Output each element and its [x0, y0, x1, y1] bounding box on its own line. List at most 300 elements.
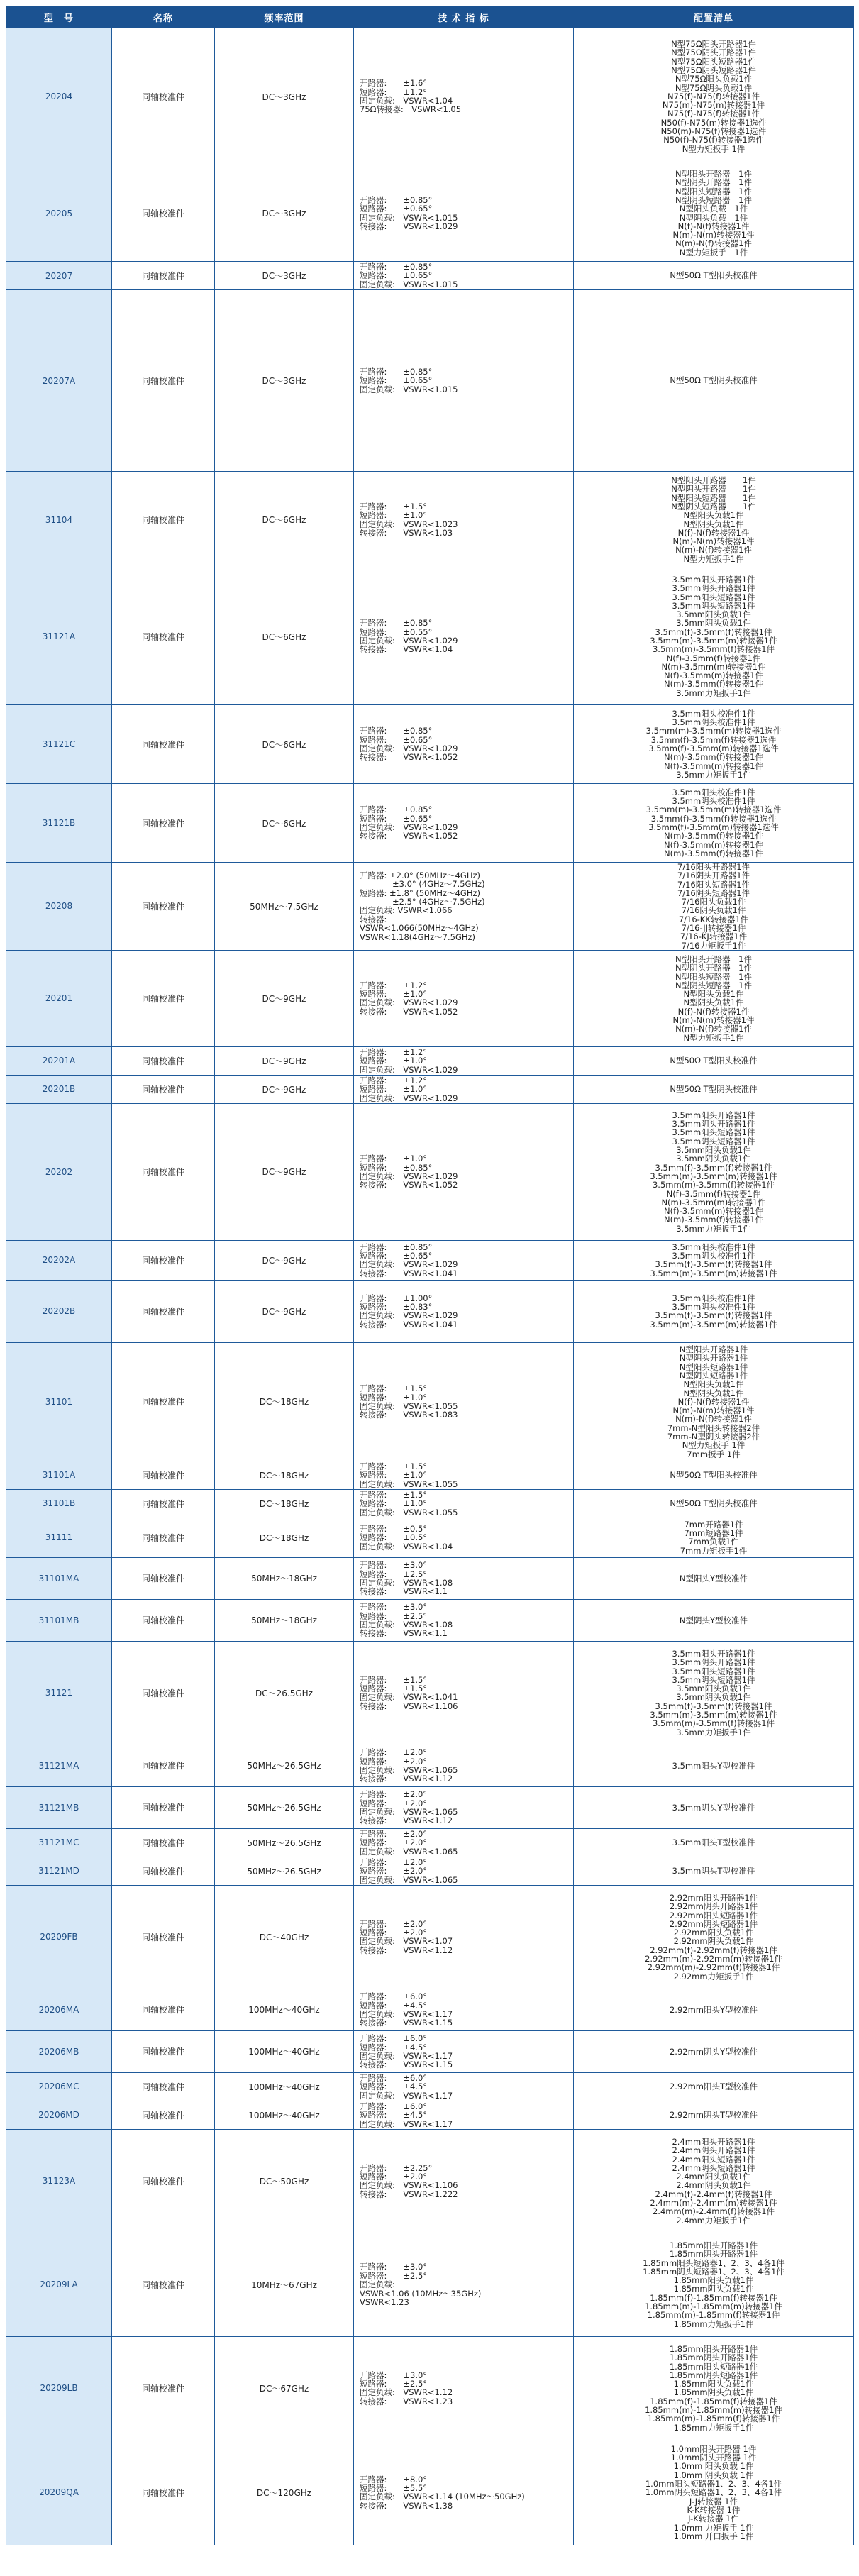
spec-line: VSWR<1.18(4GHz～7.5GHz) — [360, 932, 476, 942]
config-item: 3.5mm阳头负载1件 — [676, 609, 751, 620]
config-item: 3.5mm阴头开路器1件 — [672, 1119, 755, 1129]
table-row — [6, 2030, 854, 2072]
spec-line: 短路器: ±1.0° — [360, 1392, 428, 1403]
spec-line: 短路器: ±2.0° — [360, 2172, 428, 2182]
name-cell: 同轴校准件 — [112, 28, 215, 165]
config-item: 3.5mm力矩扳手1件 — [676, 1223, 751, 1234]
frequency-cell: DC～9GHz — [215, 1046, 354, 1075]
spec-cell — [354, 1342, 574, 1461]
name-cell: 同轴校准件 — [112, 2101, 215, 2129]
config-item: 2.92mm阳头短路器1件 — [669, 1910, 758, 1920]
frequency-cell: DC～9GHz — [215, 1075, 354, 1103]
spec-line: 转接器: VSWR<1.029 — [360, 221, 458, 231]
spec-line: 短路器: ±2.0° — [360, 1866, 428, 1876]
config-item: 7/16阴头开路器1件 — [677, 870, 750, 881]
config-list-cell — [574, 1885, 854, 1989]
spec-line: 短路器: ±0.65° — [360, 813, 433, 824]
config-item: 1.85mm(m)-1.85mm(f)转接器1件 — [647, 2310, 780, 2321]
header-configuration-list: 配置清单 — [574, 6, 854, 28]
table-row — [6, 784, 854, 863]
spec-line: 开路器: ±1.0° — [360, 1154, 428, 1164]
config-item: 3.5mm阳头校准件1件 — [672, 1242, 755, 1252]
config-item: N型阳头负载 1件 — [679, 204, 748, 214]
config-list-cell — [574, 1075, 854, 1103]
spec-line: 开路器: ±2.0° — [360, 1857, 428, 1867]
frequency-cell: 50MHz～26.5GHz — [215, 1828, 354, 1857]
frequency-cell: DC～3GHz — [215, 165, 354, 262]
config-item: N(f)-N(f)转接器1件 — [677, 221, 750, 231]
config-list-cell — [574, 1518, 854, 1557]
config-item: 3.5mm(m)-3.5mm(m)转接器1选件 — [645, 726, 782, 736]
name-cell: 同轴校准件 — [112, 2440, 215, 2545]
table-row — [6, 863, 854, 951]
config-item: N型50Ω T型阴头校准件 — [670, 375, 758, 386]
config-item: N(m)-N(f)转接器1件 — [675, 1414, 752, 1425]
model-cell: 20207A — [6, 290, 112, 472]
config-item: N(m)-3.5mm(m)转接器1件 — [661, 661, 766, 672]
config-item: 2.92mm阴头短路器1件 — [669, 1918, 758, 1929]
config-item: N型阳头开路器 1件 — [671, 475, 756, 486]
spec-line: 开路器: ±6.0° — [360, 1991, 428, 2002]
config-item: 3.5mm(f)-3.5mm(m)转接器1选件 — [648, 822, 779, 832]
frequency-cell: 50MHz～26.5GHz — [215, 1786, 354, 1828]
spec-line: 短路器: ±2.5° — [360, 1610, 428, 1621]
config-item: 3.5mm(f)-3.5mm(f)转接器1件 — [655, 1259, 772, 1270]
config-item: J-J转接器 1件 — [689, 2496, 738, 2506]
config-item: 2.4mm阴头短路器1件 — [672, 2162, 755, 2173]
config-item: 1.85mm(f)-1.85mm(f)转接器1件 — [650, 2292, 777, 2303]
header-name: 名称 — [112, 6, 215, 28]
config-item: 1.0mm阳头开路器 1件 — [670, 2443, 757, 2454]
config-item: 3.5mm(m)-3.5mm(m)转接器1选件 — [645, 805, 782, 815]
frequency-cell: DC～18GHz — [215, 1518, 354, 1557]
spec-line: 转接器: VSWR<1.041 — [360, 1268, 458, 1278]
config-item: 7/16阳头短路器1件 — [677, 879, 750, 890]
name-cell: 同轴校准件 — [112, 568, 215, 705]
config-item: 1.85mm阳头短路器1、2、3、4各1件 — [643, 2257, 785, 2268]
frequency-cell: 50MHz～18GHz — [215, 1599, 354, 1641]
spec-cell — [354, 2101, 574, 2129]
config-item: 3.5mm(m)-3.5mm(m)转接器1件 — [650, 1710, 777, 1720]
config-item: N型阳头开路器1件 — [679, 1344, 748, 1355]
model-cell: 31111 — [6, 1518, 112, 1557]
config-item: N型力矩扳手 1件 — [679, 247, 748, 258]
spec-line: 固定负载: VSWR<1.015 — [360, 212, 458, 223]
spec-line: 固定负载: VSWR<1.029 — [360, 636, 458, 646]
spec-line: 短路器: ±1.5° — [360, 1684, 428, 1694]
name-cell: 同轴校准件 — [112, 1461, 215, 1489]
spec-line: 开路器: ±6.0° — [360, 2072, 428, 2083]
spec-line: 固定负载: VSWR<1.17 — [360, 2050, 453, 2061]
spec-line: 开路器: ±3.0° — [360, 2370, 428, 2380]
config-item: N75(m)-N75(m)转接器1件 — [662, 100, 765, 111]
table-row — [6, 1075, 854, 1103]
config-item: 1.85mm阴头负载1件 — [673, 2387, 754, 2398]
config-item: N型50Ω T型阳头校准件 — [670, 1056, 758, 1066]
spec-line: 转接器: — [360, 914, 387, 924]
config-list-cell — [574, 705, 854, 784]
spec-cell — [354, 1989, 574, 2030]
frequency-cell: DC～6GHz — [215, 705, 354, 784]
config-item: 3.5mm阴头负载1件 — [676, 1154, 751, 1164]
spec-line: 固定负载: VSWR<1.17 — [360, 2090, 453, 2101]
model-cell: 20209QA — [6, 2440, 112, 2545]
config-item: 3.5mm阴头校准件1件 — [672, 796, 755, 807]
spec-cell — [354, 165, 574, 262]
spec-line: VSWR<1.06 (10MHz～35GHz) — [360, 2288, 482, 2299]
model-cell: 20201B — [6, 1075, 112, 1103]
config-item: N(f)-N(f)转接器1件 — [677, 527, 750, 538]
config-item: 3.5mm力矩扳手1件 — [676, 769, 751, 780]
config-item: 2.4mm力矩扳手1件 — [676, 2215, 751, 2226]
spec-line: 开路器: ±8.0° — [360, 2474, 428, 2484]
config-item: N型阳头负载1件 — [683, 989, 744, 1000]
config-item: N型阴头负载1件 — [683, 1388, 744, 1398]
config-item: 2.4mm阳头开路器1件 — [672, 2136, 755, 2147]
config-item: 2.4mm阳头负载1件 — [676, 2172, 751, 2182]
spec-line: 短路器: ±0.83° — [360, 1302, 433, 1312]
spec-line: 转接器: VSWR<1.12 — [360, 1945, 453, 1955]
spec-cell — [354, 863, 574, 951]
config-item: 3.5mm阳头T型校准件 — [672, 1837, 755, 1848]
config-item: 1.0mm 力矩扳手 1件 — [673, 2522, 754, 2533]
name-cell: 同轴校准件 — [112, 705, 215, 784]
spec-line: 短路器: ±0.5° — [360, 1532, 428, 1543]
config-list-cell — [574, 290, 854, 472]
config-item: J-K转接器 1件 — [688, 2514, 739, 2524]
config-item: 3.5mm阳头开路器1件 — [672, 1648, 755, 1659]
spec-line: 固定负载: VSWR<1.029 — [360, 1310, 458, 1321]
config-item: N型75Ω阳头短路器1件 — [671, 56, 756, 67]
spec-line: 开路器: ±2.0° — [360, 1789, 428, 1800]
spec-line: 固定负载: VSWR<1.04 — [360, 1541, 453, 1552]
config-item: N型阳头短路器 1件 — [675, 971, 752, 982]
config-item: N型力矩扳手1件 — [683, 553, 744, 564]
frequency-cell: 50MHz～18GHz — [215, 1557, 354, 1599]
frequency-cell: 100MHz～40GHz — [215, 2030, 354, 2072]
config-item: 1.85mm(m)-1.85mm(m)转接器1件 — [645, 2301, 782, 2312]
config-item: 3.5mm阴头负载1件 — [676, 618, 751, 629]
name-cell: 同轴校准件 — [112, 863, 215, 951]
config-item: N(f)-3.5mm(m)转接器1件 — [664, 839, 763, 850]
spec-line: 固定负载: VSWR<1.08 — [360, 1619, 453, 1630]
config-item: N型阳头开路器 1件 — [675, 169, 752, 179]
spec-line: 开路器: ±6.0° — [360, 2101, 428, 2111]
config-item: N型阴头短路器 1件 — [675, 980, 752, 990]
config-item: 1.0mm 阴头负载 1件 — [673, 2470, 754, 2480]
config-item: N50(f)-N75(f)转接器1选件 — [663, 135, 764, 145]
spec-line: 开路器: ±3.0° — [360, 2262, 428, 2272]
spec-line: 固定负载: VSWR<1.106 — [360, 2180, 458, 2191]
name-cell: 同轴校准件 — [112, 1599, 215, 1641]
table-row — [6, 1103, 854, 1240]
model-cell: 20209FB — [6, 1885, 112, 1989]
spec-line: 固定负载: VSWR<1.065 — [360, 1846, 458, 1857]
config-item: N(f)-3.5mm(m)转接器1件 — [664, 1206, 763, 1217]
config-item: 1.0mm阳头短路器1、2、3、4各1件 — [645, 2479, 782, 2489]
config-item: 2.92mm阴头负载1件 — [673, 1936, 754, 1947]
spec-cell — [354, 2440, 574, 2545]
spec-line: 转接器: VSWR<1.052 — [360, 752, 458, 763]
config-item: 1.0mm阴头短路器1、2、3、4各1件 — [645, 2487, 782, 2498]
config-list-cell — [574, 784, 854, 863]
spec-line: 转接器: VSWR<1.106 — [360, 1701, 458, 1711]
config-item: 3.5mm(f)-3.5mm(f)转接器1件 — [655, 1162, 772, 1173]
spec-cell — [354, 1857, 574, 1885]
config-item: 3.5mm阴头负载1件 — [676, 1692, 751, 1703]
frequency-cell: 50MHz～26.5GHz — [215, 1745, 354, 1786]
table-row — [6, 1461, 854, 1489]
spec-line: 固定负载: VSWR<1.12 — [360, 2387, 453, 2398]
config-item: 7/16阴头负载1件 — [681, 905, 746, 916]
config-item: 3.5mm阳头校准件1件 — [672, 1293, 755, 1303]
spec-line: 开路器: ±0.85° — [360, 1242, 433, 1252]
config-item: N型阴头短路器1件 — [679, 1370, 748, 1381]
config-item: 2.92mm阴头开路器1件 — [669, 1901, 758, 1912]
config-item: N型阴头负载1件 — [683, 997, 744, 1008]
spec-line: 短路器: ±5.5° — [360, 2483, 428, 2494]
spec-line: 短路器: ±2.0° — [360, 1798, 428, 1808]
table-row — [6, 1557, 854, 1599]
spec-cell — [354, 705, 574, 784]
config-item: N(f)-3.5mm(m)转接器1件 — [664, 670, 763, 681]
config-item: 2.4mm阴头开路器1件 — [672, 2145, 755, 2156]
frequency-cell: DC～120GHz — [215, 2440, 354, 2545]
spec-line: 固定负载: VSWR<1.065 — [360, 1806, 458, 1817]
model-cell: 31101MA — [6, 1557, 112, 1599]
config-list-cell — [574, 1461, 854, 1489]
frequency-cell: DC～50GHz — [215, 2129, 354, 2233]
frequency-cell: DC～3GHz — [215, 28, 354, 165]
config-item: 3.5mm阴头开路器1件 — [672, 1657, 755, 1668]
config-item: 7/16阳头负载1件 — [681, 897, 746, 907]
spec-line: 短路器: ±0.65° — [360, 270, 433, 281]
table-row — [6, 1885, 854, 1989]
spec-line: 短路器: ±1.8° (50MHz～4GHz) — [360, 888, 480, 898]
spec-line: 转接器: VSWR<1.04 — [360, 644, 453, 655]
config-item: 2.4mm(m)-2.4mm(m)转接器1件 — [650, 2198, 777, 2209]
config-item: N(m)-3.5mm(m)转接器1件 — [661, 1197, 766, 1207]
table-row — [6, 28, 854, 165]
spec-line: 固定负载: VSWR<1.015 — [360, 384, 458, 394]
spec-line: VSWR<1.23 — [360, 2297, 409, 2308]
config-item: 2.92mm(m)-2.92mm(m)转接器1件 — [645, 1954, 782, 1964]
model-cell: 31121C — [6, 705, 112, 784]
config-item: 3.5mm阳头短路器1件 — [672, 592, 755, 602]
config-item: N型阴头开路器 1件 — [671, 484, 756, 494]
spec-line: 短路器: ±4.5° — [360, 2110, 428, 2121]
spec-cell — [354, 1518, 574, 1557]
name-cell: 同轴校准件 — [112, 1857, 215, 1885]
frequency-cell: 10MHz～67GHz — [215, 2233, 354, 2336]
config-item: 3.5mm阳头负载1件 — [676, 1684, 751, 1694]
spec-line: 短路器: ±0.65° — [360, 734, 433, 745]
spec-line: 短路器: ±1.0° — [360, 1056, 428, 1066]
spec-cell — [354, 1280, 574, 1342]
frequency-cell: 100MHz～40GHz — [215, 2072, 354, 2101]
spec-cell — [354, 1103, 574, 1240]
config-item: 1.85mm阳头负载1件 — [673, 2379, 754, 2389]
config-item: 2.92mm(f)-2.92mm(f)转接器1件 — [650, 1945, 777, 1955]
model-cell: 31123A — [6, 2129, 112, 2233]
spec-line: 开路器: ±1.5° — [360, 1461, 428, 1471]
spec-line: 开路器: ±2.25° — [360, 2162, 433, 2173]
spec-line: 固定负载: VSWR<1.17 — [360, 2118, 453, 2129]
name-cell: 同轴校准件 — [112, 2233, 215, 2336]
spec-line: 转接器: VSWR<1.38 — [360, 2500, 453, 2511]
spec-line: 开路器: ±3.0° — [360, 1602, 428, 1613]
config-item: N(m)-N(m)转接器1件 — [672, 536, 755, 547]
spec-cell — [354, 1599, 574, 1641]
config-item: 3.5mm力矩扳手1件 — [676, 687, 751, 698]
table-row — [6, 1342, 854, 1461]
spec-line: 固定负载: VSWR<1.029 — [360, 743, 458, 753]
config-item: N型阳头负载1件 — [683, 510, 744, 521]
config-item: 3.5mm阳头短路器1件 — [672, 1127, 755, 1138]
config-list-cell — [574, 1786, 854, 1828]
config-item: 7mm-N型阴头转接器2件 — [667, 1432, 760, 1442]
table-body — [6, 28, 854, 2545]
config-item: 1.85mm力矩扳手1件 — [673, 2318, 754, 2329]
spec-cell — [354, 568, 574, 705]
config-item: 1.85mm阳头开路器1件 — [669, 2343, 758, 2354]
spec-line: 短路器: ±2.0° — [360, 1928, 428, 1938]
table-row — [6, 1240, 854, 1280]
spec-line: 短路器: ±2.0° — [360, 1756, 428, 1767]
spec-line: 开路器: ±0.85° — [360, 261, 433, 272]
config-list-cell — [574, 1641, 854, 1745]
name-cell: 同轴校准件 — [112, 1075, 215, 1103]
name-cell: 同轴校准件 — [112, 1828, 215, 1857]
spec-line: 短路器: ±0.65° — [360, 204, 433, 214]
config-item: 3.5mm阴头短路器1件 — [672, 600, 755, 611]
config-item: K-K转接器 1件 — [687, 2504, 741, 2515]
config-item: 3.5mm(m)-3.5mm(f)转接器1件 — [652, 1180, 775, 1190]
spec-line: 短路器: ±1.0° — [360, 1498, 428, 1509]
spec-line: 开路器: ±2.0° (50MHz～4GHz) — [360, 870, 480, 880]
spec-line: 短路器: ±4.5° — [360, 2082, 428, 2092]
spec-cell — [354, 1828, 574, 1857]
spec-line: 短路器: ±4.5° — [360, 2000, 428, 2011]
frequency-cell: DC～18GHz — [215, 1342, 354, 1461]
spec-line: 短路器: ±2.5° — [360, 1569, 428, 1579]
config-item: N(m)-N(f)转接器1件 — [675, 545, 752, 555]
config-item: N(m)-3.5mm(f)转接器1件 — [664, 679, 763, 690]
config-item: 7/16力矩扳手1件 — [681, 940, 746, 951]
spec-cell — [354, 2233, 574, 2336]
model-cell: 20209LB — [6, 2336, 112, 2440]
table-row — [6, 1599, 854, 1641]
name-cell: 同轴校准件 — [112, 1046, 215, 1075]
config-list-cell — [574, 1240, 854, 1280]
config-item: 3.5mm阳头短路器1件 — [672, 1666, 755, 1676]
spec-line: 固定负载: VSWR<1.04 — [360, 96, 453, 106]
config-list-cell — [574, 568, 854, 705]
table-row — [6, 950, 854, 1046]
spec-line: 转接器: VSWR<1.12 — [360, 1774, 453, 1784]
model-cell: 20205 — [6, 165, 112, 262]
config-item: N型50Ω T型阳头校准件 — [670, 1470, 758, 1481]
name-cell: 同轴校准件 — [112, 1489, 215, 1518]
name-cell: 同轴校准件 — [112, 290, 215, 472]
model-cell: 31121MB — [6, 1786, 112, 1828]
config-item: 1.85mm(m)-1.85mm(f)转接器1件 — [647, 2414, 780, 2424]
spec-line: 开路器: ±1.5° — [360, 1674, 428, 1685]
spec-cell — [354, 1046, 574, 1075]
config-item: 1.85mm阳头开路器1件 — [669, 2240, 758, 2250]
model-cell: 31121MA — [6, 1745, 112, 1786]
config-item: 3.5mm阳头Y型校准件 — [672, 1760, 755, 1771]
config-list-cell — [574, 2129, 854, 2233]
model-cell: 20202B — [6, 1280, 112, 1342]
spec-line: 固定负载: VSWR<1.029 — [360, 1259, 458, 1270]
config-item: 2.92mm阳头开路器1件 — [669, 1892, 758, 1903]
config-list-cell — [574, 1103, 854, 1240]
config-item: 3.5mm阳头开路器1件 — [672, 1110, 755, 1120]
table-row — [6, 1641, 854, 1745]
table-row — [6, 1518, 854, 1557]
config-list-cell — [574, 2336, 854, 2440]
spec-cell — [354, 2072, 574, 2101]
config-list-cell — [574, 1489, 854, 1518]
frequency-cell: DC～9GHz — [215, 1240, 354, 1280]
frequency-cell: DC～67GHz — [215, 2336, 354, 2440]
config-item: 2.92mm阳头Y型校准件 — [669, 2004, 758, 2015]
config-item: N型50Ω T型阴头校准件 — [670, 1084, 758, 1095]
table-header-row — [6, 6, 854, 28]
config-item: N型力矩扳手 1件 — [682, 1440, 746, 1451]
spec-line: 短路器: ±4.5° — [360, 2042, 428, 2052]
spec-line: 固定负载: VSWR<1.14 (10MHz～50GHz) — [360, 2492, 525, 2502]
name-cell: 同轴校准件 — [112, 784, 215, 863]
spec-line: 固定负载: VSWR<1.055 — [360, 1507, 458, 1518]
config-item: N(m)-3.5mm(f)转接器1件 — [664, 1215, 763, 1225]
table-row — [6, 2440, 854, 2545]
spec-line: 固定负载: VSWR<1.055 — [360, 1400, 458, 1411]
table-row — [6, 2072, 854, 2101]
table-row — [6, 2129, 854, 2233]
model-cell: 20206MC — [6, 2072, 112, 2101]
config-item: N型50Ω T型阴头校准件 — [670, 1498, 758, 1509]
spec-line: 转接器: VSWR<1.1 — [360, 1628, 448, 1639]
table-row — [6, 1857, 854, 1885]
config-item: 7/16阴头短路器1件 — [677, 888, 750, 898]
config-list-cell — [574, 165, 854, 262]
spec-line: 固定负载: VSWR<1.065 — [360, 1764, 458, 1775]
spec-line: 固定负载: VSWR<1.029 — [360, 1093, 458, 1103]
frequency-cell: DC～26.5GHz — [215, 1641, 354, 1745]
config-item: 1.85mm阴头开路器1件 — [669, 2249, 758, 2260]
config-list-cell — [574, 1557, 854, 1599]
config-list-cell — [574, 28, 854, 165]
config-item: 3.5mm(m)-3.5mm(m)转接器1件 — [650, 1268, 777, 1278]
config-item: 3.5mm阴头校准件1件 — [672, 1302, 755, 1312]
config-item: N型力矩扳手1件 — [683, 1032, 744, 1043]
spec-line: 短路器: ±1.0° — [360, 1084, 428, 1095]
spec-line: 75Ω转接器: VSWR<1.05 — [360, 104, 462, 115]
config-item: 1.85mm阴头开路器1件 — [669, 2353, 758, 2363]
table-row — [6, 1828, 854, 1857]
config-item: 3.5mm(m)-3.5mm(f)转接器1件 — [652, 1718, 775, 1729]
spec-line: 短路器: ±2.5° — [360, 2379, 428, 2389]
config-item: N型75Ω阴头负载1件 — [675, 82, 753, 93]
config-list-cell — [574, 1745, 854, 1786]
spec-cell — [354, 2030, 574, 2072]
config-item: 3.5mm(f)-3.5mm(f)转接器1件 — [655, 626, 772, 637]
model-cell: 31101B — [6, 1489, 112, 1518]
model-cell: 31121 — [6, 1641, 112, 1745]
spec-line: VSWR<1.066(50MHz～4GHz) — [360, 923, 479, 934]
